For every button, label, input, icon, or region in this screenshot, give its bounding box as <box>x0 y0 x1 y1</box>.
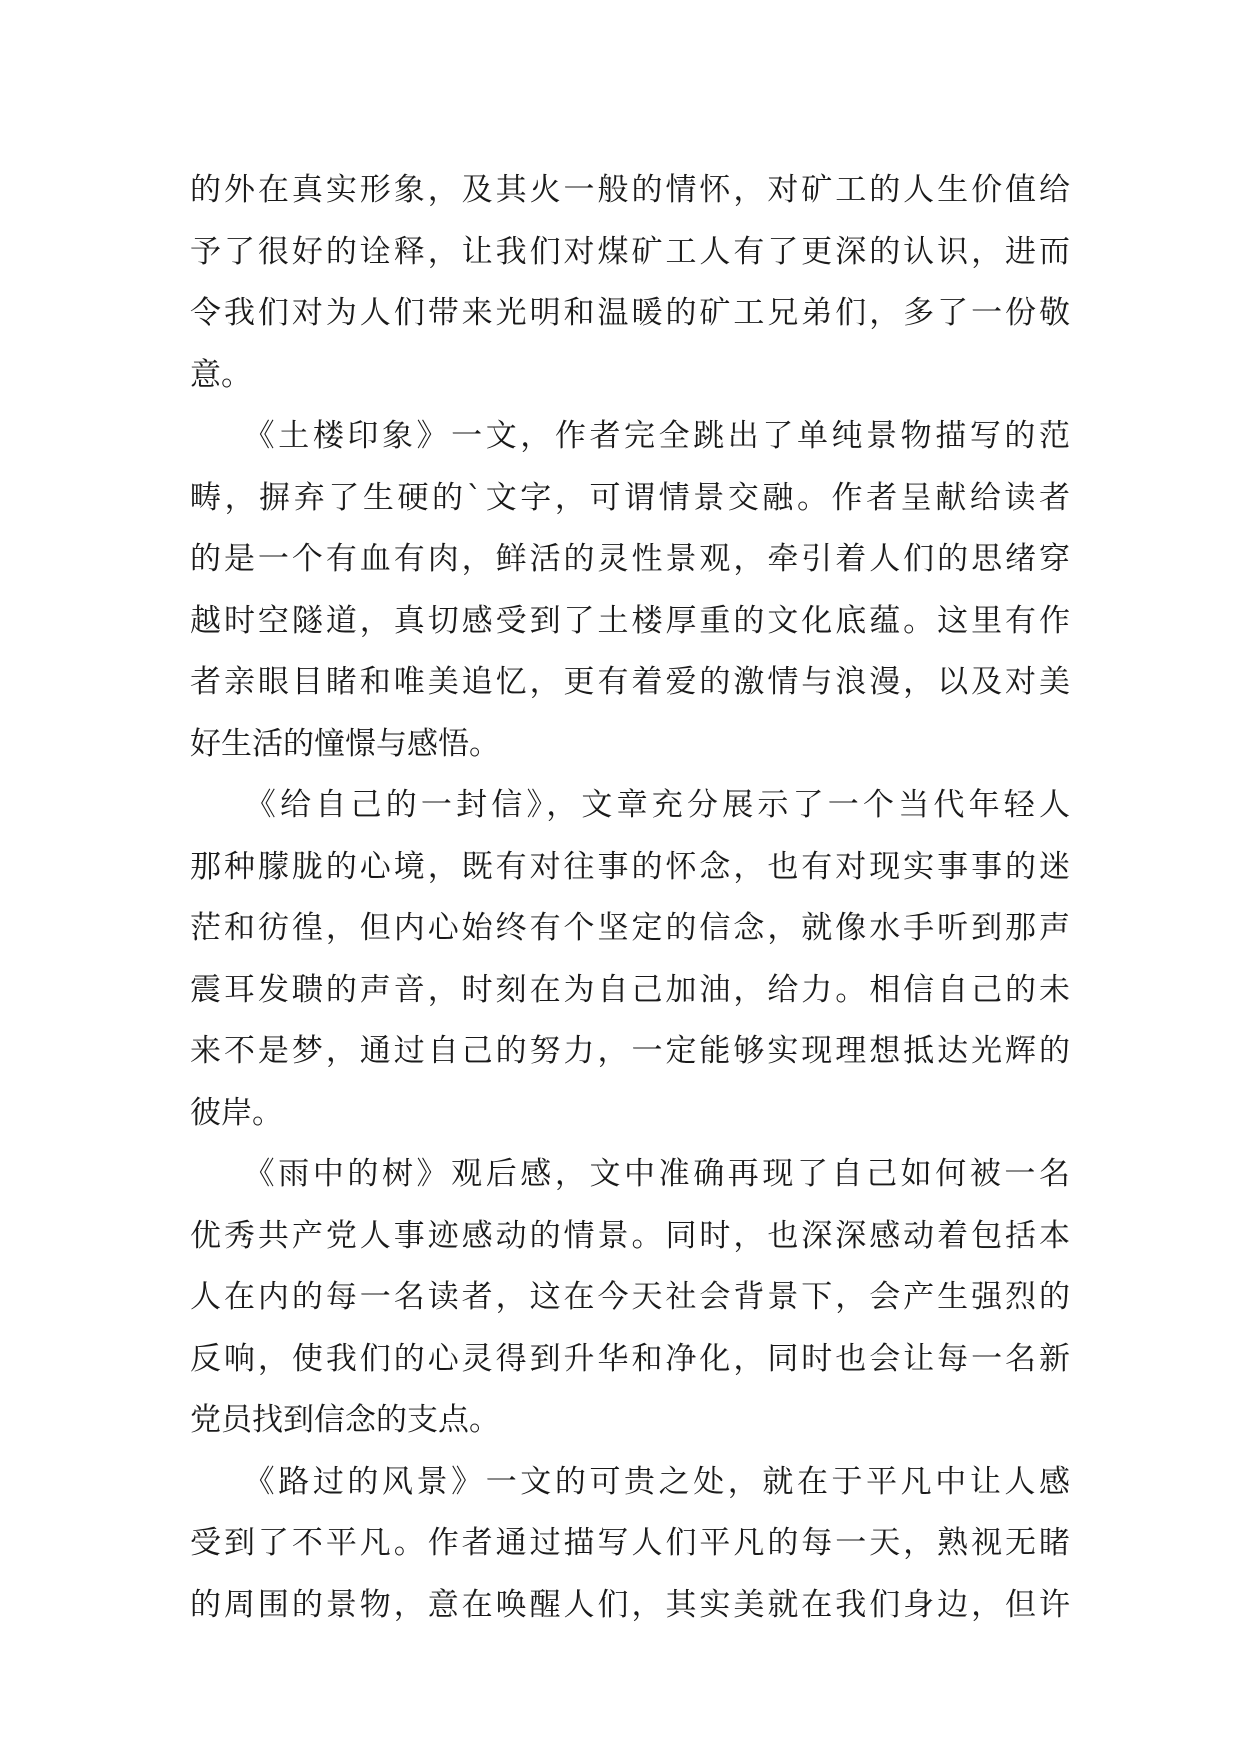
text-line: 令我们对为人们带来光明和温暖的矿工兄弟们，多了一份敬 <box>190 295 1070 331</box>
text-line: 《雨中的树》观后感，文中准确再现了自己如何被一名 <box>190 1156 1070 1192</box>
paragraph-miner-essay <box>190 160 1070 406</box>
text-line: 予了很好的诠释，让我们对煤矿工人有了更深的认识，进而 <box>190 233 1070 270</box>
text-line: 的周围的景物，意在唤醒人们，其实美就在我们身边，但许 <box>190 1586 1070 1623</box>
text-line: 彼岸。 <box>190 1094 283 1131</box>
document-body <box>190 160 1070 1636</box>
text-line: 来不是梦，通过自己的努力，一定能够实现理想抵达光辉的 <box>190 1033 1070 1069</box>
text-line: 那种朦胧的心境，既有对往事的怀念，也有对现实事事的迷 <box>190 848 1070 885</box>
text-line: 越时空隧道，真切感受到了土楼厚重的文化底蕴。这里有作 <box>190 602 1070 639</box>
text-line: 人在内的每一名读者，这在今天社会背景下，会产生强烈的 <box>190 1279 1070 1315</box>
text-line: 茫和彷徨，但内心始终有个坚定的信念，就像水手听到那声 <box>190 910 1070 946</box>
text-line: 好生活的憧憬与感悟。 <box>190 725 500 762</box>
text-line: 震耳发聩的声音，时刻在为自己加油，给力。相信自己的未 <box>190 971 1070 1008</box>
paragraph-tree-in-rain <box>190 1144 1070 1452</box>
text-line: 意。 <box>190 356 252 393</box>
paragraph-tulou-impression <box>190 406 1070 775</box>
text-line: 《土楼印象》一文，作者完全跳出了单纯景物描写的范 <box>190 418 1070 454</box>
text-line: 党员找到信念的支点。 <box>190 1402 500 1438</box>
text-line: 《给自己的一封信》，文章充分展示了一个当代年轻人 <box>190 787 1070 823</box>
text-line: 《路过的风景》一文的可贵之处，就在于平凡中让人感 <box>190 1463 1070 1500</box>
text-line: 者亲眼目睹和唯美追忆，更有着爱的激情与浪漫，以及对美 <box>190 664 1070 700</box>
paragraph-letter-to-self <box>190 775 1070 1144</box>
text-line: 畴，摒弃了生硬的`文字，可谓情景交融。作者呈献给读者 <box>190 479 1070 516</box>
text-line: 的是一个有血有肉，鲜活的灵性景观，牵引着人们的思绪穿 <box>190 541 1070 577</box>
text-line: 受到了不平凡。作者通过描写人们平凡的每一天，熟视无睹 <box>190 1525 1070 1561</box>
text-line: 反响，使我们的心灵得到升华和净化，同时也会让每一名新 <box>190 1340 1070 1377</box>
text-line: 优秀共产党人事迹感动的情景。同时，也深深感动着包括本 <box>190 1217 1070 1254</box>
text-line: 的外在真实形象，及其火一般的情怀，对矿工的人生价值给 <box>190 172 1070 208</box>
paragraph-passing-scenery <box>190 1452 1070 1637</box>
